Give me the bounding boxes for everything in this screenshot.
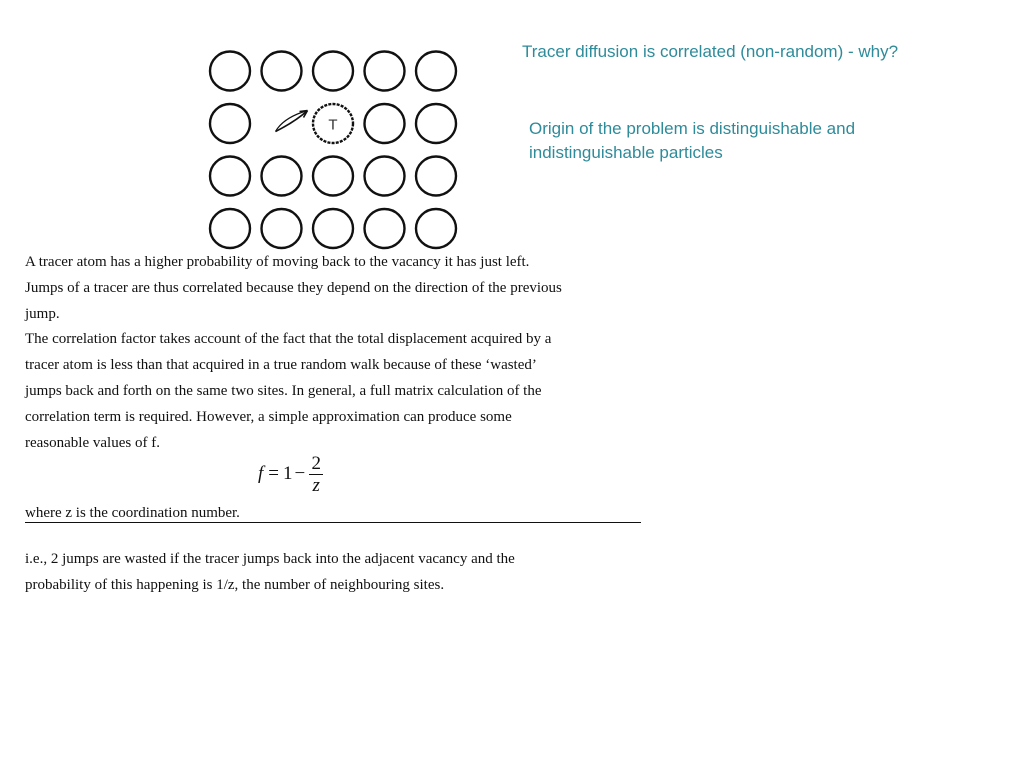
lattice-atom [416,157,456,196]
paragraph-wasted-jumps [25,547,655,599]
paragraph-line: where z is the coordination number. [25,505,240,521]
jump-arrow [276,111,308,132]
slide-subtitle: Origin of the problem is distinguishable and indistinguishable particles [529,119,856,162]
lattice-diagram [200,44,470,250]
lattice-svg [200,44,470,250]
lattice-atom [210,157,250,196]
paragraph-line: reasonable values of f. [25,434,160,451]
lattice-atom [416,209,456,248]
lattice-atom [365,104,405,143]
lattice-atom [313,52,353,91]
paragraph-line: Jumps of a tracer are thus correlated because they depend on the direction of the previous [25,279,562,296]
paragraph-correlation [25,250,655,456]
lattice-atom [365,157,405,196]
tracer-label: T [328,116,338,134]
paragraph-line: tracer atom is less than that acquired in a true random walk because of these ‘wasted’ [25,357,537,374]
paragraph-line: A tracer atom has a higher probability of moving back to the vacancy it has just left. [25,254,530,270]
lattice-atom [416,52,456,91]
formula-fraction [309,453,323,496]
paragraph-line: i.e., 2 jumps are wasted if the tracer jumps back into the adjacent vacancy and the [25,551,515,567]
formula-variable: f [258,463,264,484]
lattice-atom [262,52,302,91]
lattice-atom [313,209,353,248]
slide-title: Tracer diffusion is correlated (non-random) - why? [522,42,899,61]
paragraph-coordination [25,502,655,524]
lattice-atom [416,104,456,143]
paragraph-line: correlation term is required. However, a simple approximation can produce some [25,408,512,425]
formula-numerator: 2 [311,452,321,474]
paragraph-line: The correlation factor takes account of the fact that the total displacement acquired by a [25,331,552,348]
lattice-atom [210,52,250,91]
formula-equals: = [268,463,279,484]
divider-line [25,522,641,523]
paragraph-line: jump. [25,305,60,322]
paragraph-line: probability of this happening is 1/z, the number of neighbouring sites. [25,576,445,593]
formula-denominator: z [312,474,320,496]
correlation-formula [258,450,323,498]
lattice-atom [210,209,250,248]
formula-minus: − [294,463,306,484]
lattice-atom [210,104,250,143]
lattice-atom [365,52,405,91]
lattice-atom [262,209,302,248]
lattice-atom [365,209,405,248]
paragraph-line: jumps back and forth on the same two sites. In general, a full matrix calculation of the [25,382,542,399]
formula-one: 1 [283,463,293,484]
lattice-atom [313,157,353,196]
lattice-atom [262,157,302,196]
